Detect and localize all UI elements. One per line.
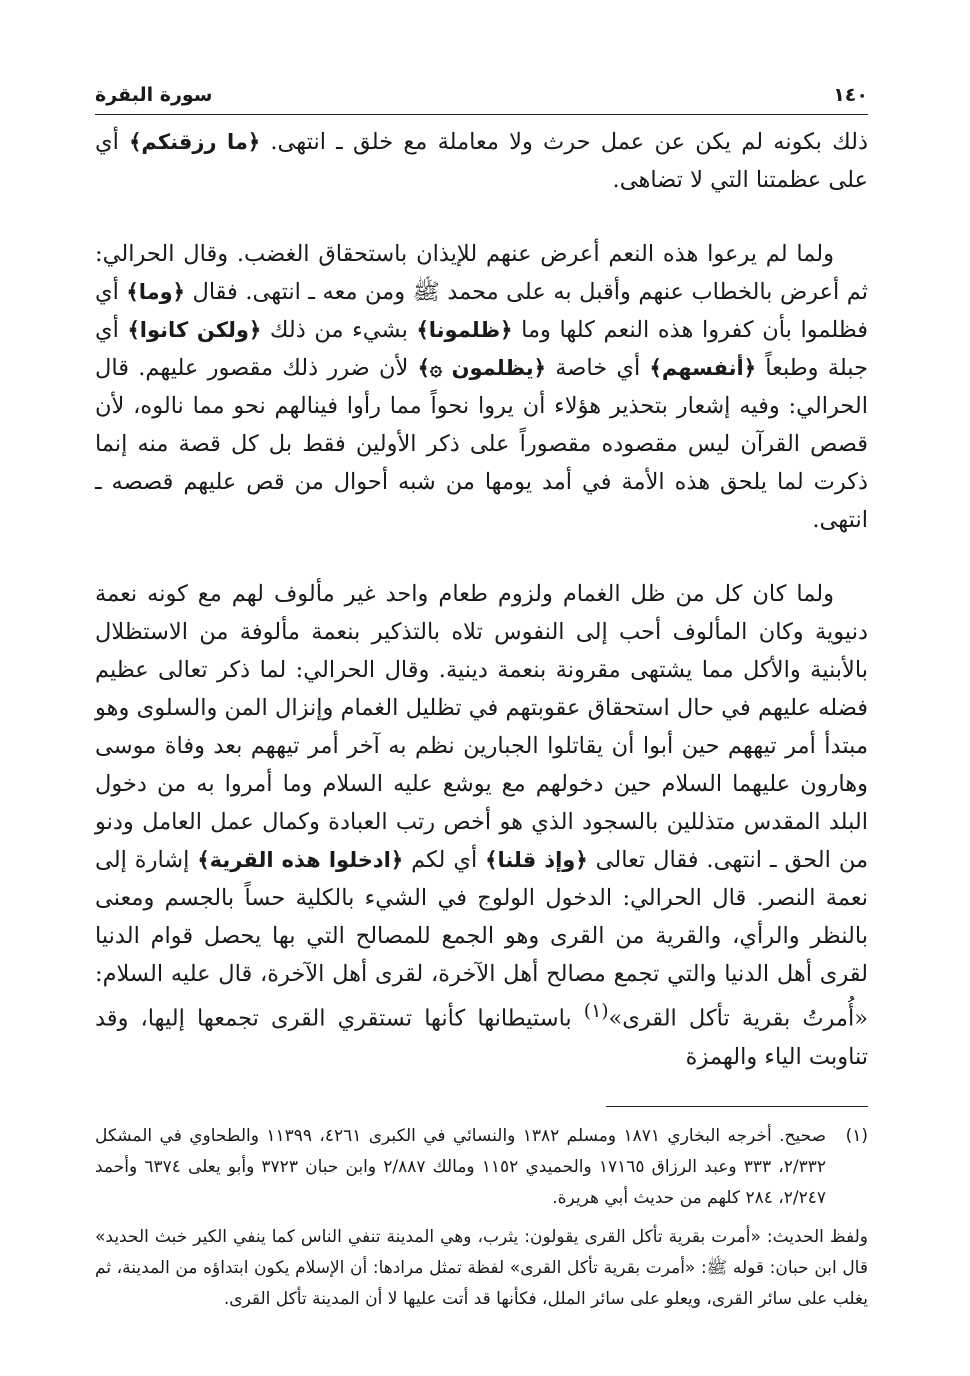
footnote-marker: (١) xyxy=(845,1125,868,1146)
text-run: بشيء من ذلك xyxy=(261,317,417,343)
quran-quote: ﴿وإذ قلنا﴾ xyxy=(485,848,588,872)
footnote-text: صحيح. أخرجه البخاري ١٨٧١ ومسلم ١٣٨٢ والنسائي في الكبرى ٤٢٦١، ١١٣٩٩ والطحاوي في المشكل ٢/٣٣٢، ٣٣٣ وعبد الرزاق ١٧١٦٥ والحميدي ١١٥٢ ومالك ٢/٨٨٧ وابن حبان ٣٧٢٣ وأبو يعلى ٦٣٧٤ وأحمد ٢/٢٤٧، ٢٨٤ كلهم من حديث أبي هريرة. xyxy=(95,1125,827,1208)
text-run: إشارة إلى نعمة النصر. قال الحرالي: الدخول الولوج في الشيء بالكلية حساً بالجسم ومعنى بالنظر والرأي، والقرية من القرى وهو الجمع للمصالح التي بها يحصل قوام الدنيا لقرى أهل الدنيا والتي تجمع مصالح أهل الآخرة، لقرى أهل الآخرة، قال عليه السلام: «أُمرتُ بقرية تأكل القرى» xyxy=(95,847,868,1032)
surah-title: سورة البقرة xyxy=(95,84,213,106)
quran-quote: ﴿ظلمونا﴾ xyxy=(416,318,513,342)
text-run: أي لكم xyxy=(403,847,486,873)
footnote-separator xyxy=(606,1106,868,1107)
quran-quote: ﴿ادخلوا هذه القرية﴾ xyxy=(197,848,404,872)
paragraph-2 xyxy=(95,235,868,539)
text-run: أي خاصة xyxy=(545,355,650,381)
quran-quote: ﴿ما رزقنكم﴾ xyxy=(129,130,261,154)
footnote-1 xyxy=(95,1121,868,1214)
book-page xyxy=(95,78,868,1348)
text-run: أي على عظمتنا التي لا تضاهى. xyxy=(95,129,868,193)
text-run: ذلك بكونه لم يكن عن عمل حرث ولا معاملة مع خلق ـ انتهى. xyxy=(260,129,868,155)
page-number: ١٤٠ xyxy=(833,84,868,106)
paragraph-1 xyxy=(95,123,868,199)
footnote-hadith-text: ولفظ الحديث: «أمرت بقرية تأكل القرى يقولون: يثرب، وهي المدينة تنفي الناس كما ينفي الكير خبث الحديد» قال ابن حبان: قوله ﷺ: «أمرت بقرية تأكل القرى» لفظة تمثل مرادها: أن الإسلام يكون ابتداؤه من المدينة، ثم يغلب على سائر القرى، ويعلو على سائر الملل، فكأنها قد أتت عليها لا أن المدينة تأكل القرى. xyxy=(95,1226,868,1309)
text-run: لأن ضرر ذلك مقصور عليهم. قال الحرالي: وفيه إشعار بتحذير هؤلاء أن يروا نحواً مما رأوا فينالهم نحو مما نالوه، لأن قصص القرآن ليس مقصوده مقصوراً على ذكر الأولين فقط بل كل قصة منه إنما ذكرت لما يلحق هذه الأمة في أمد يومها من شبه أحوال من قص عليهم قصصه ـ انتهى. xyxy=(95,355,868,533)
footnotes xyxy=(95,1121,868,1315)
footnote-reference[interactable]: (١) xyxy=(583,1001,609,1022)
quran-quote: ﴿وما﴾ xyxy=(126,280,185,304)
main-text xyxy=(95,123,868,1076)
text-run: باستيطانها كأنها تستقري القرى تجمعها إليها، وقد تناوبت الياء والهمزة xyxy=(95,1005,868,1070)
quran-quote: ﴿يظلمون ۞﴾ xyxy=(417,356,546,380)
text-run: أي جبلة وطبعاً xyxy=(95,317,868,381)
paragraph-3 xyxy=(95,575,868,1076)
text-run: ولما كان كل من ظل الغمام ولزوم طعام واحد غير مألوف لهم مع كونه نعمة دنيوية وكان المألوف أحب إلى النفوس تلاه بالتذكير بنعمة مألوفة من الاستظلال بالأبنية والأكل مما يشتهى مقرونة بنعمة دينية. وقال الحرالي: لما ذكر تعالى عظيم فضله عليهم في حال استحقاق عقوبتهم في تظليل الغمام وإنزال المن والسلوى وهو مبتدأ أمر تيههم حين أبوا أن يقاتلوا الجبارين نظم به آخر أمر تيههم بعد وفاة موسى وهارون عليهما السلام حين دخولهم مع يوشع عليه السلام وما أمروا به من دخول البلد المقدس متذللين بالسجود الذي هو أخص رتب العبادة وكمال عمل العامل ودنو من الحق ـ انتهى. فقال تعالى xyxy=(95,581,868,873)
text-run: أي فظلموا بأن كفروا هذه النعم كلها وما xyxy=(95,279,868,343)
text-run: ولما لم يرعوا هذه النعم أعرض عنهم للإيذان باستحقاق الغضب. وقال الحرالي: ثم أعرض بالخطاب عنهم وأقبل به على محمد ﷺ ومن معه ـ انتهى. فقال xyxy=(95,241,869,305)
quran-quote: ﴿أنفسهم﴾ xyxy=(649,356,757,380)
running-head xyxy=(95,78,868,115)
quran-quote: ﴿ولكن كانوا﴾ xyxy=(127,318,262,342)
